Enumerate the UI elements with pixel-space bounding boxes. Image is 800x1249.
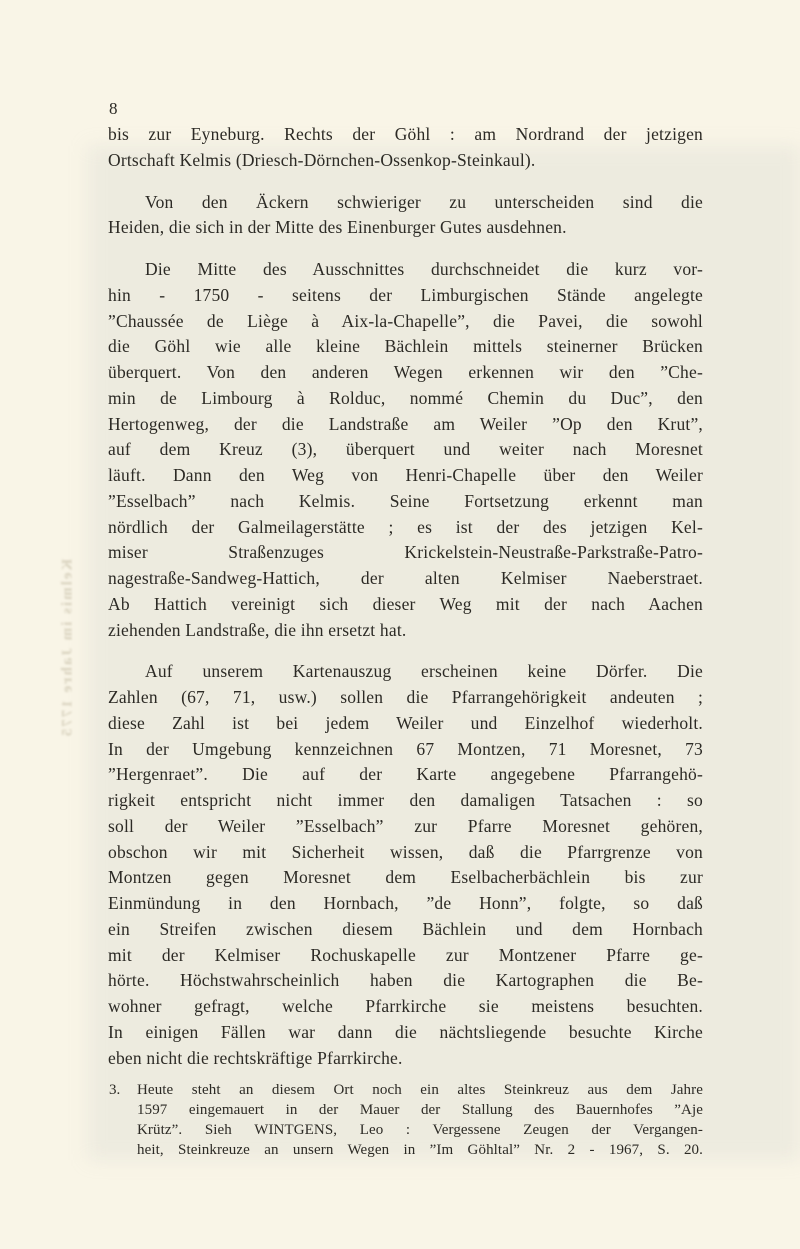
text-line: läuft. Dann den Weg von Henri-Chapelle über den Weiler [108, 465, 703, 485]
text-line: überquert. Von den anderen Wegen erkennen wir den ”Che- [108, 362, 703, 382]
footnote-line: 1597 eingemauert in der Mauer der Stallung des Bauernhofes ”Aje [137, 1102, 703, 1118]
text-line: ein Streifen zwischen diesem Bächlein und dem Hornbach [108, 918, 703, 939]
text-line: In einigen Fällen war dann die nächtsliegende besuchte Kirche [108, 1021, 703, 1042]
footnote-marker: 3. [109, 1082, 121, 1098]
text-line: soll der Weiler ”Esselbach” zur Pfarre Moresnet gehören, [108, 815, 703, 836]
footnote-text [137, 1080, 703, 1160]
text-line: nagestraße-Sandweg-Hattich, der alten Kelmiser Naeberstraet. [108, 568, 703, 588]
paragraph [108, 257, 703, 643]
text-line: ”Hergenraet”. Die auf der Karte angegebene Pfarrangehö- [108, 764, 703, 785]
text-line: ziehenden Landstraße, die ihn ersetzt hat. [108, 619, 407, 640]
text-line: diese Zahl ist bei jedem Weiler und Einzelhof wiederholt. [108, 712, 703, 733]
text-line: mit der Kelmiser Rochuskapelle zur Montzener Pfarre ge- [108, 944, 703, 965]
text-line: miser Straßenzuges Krickelstein-Neustraße-Parkstraße-Patro- [108, 542, 703, 563]
text-line: wohner gefragt, welche Pfarrkirche sie meistens besuchten. [108, 996, 703, 1016]
text-line: Von den Äckern schwieriger zu unterscheiden sind die [145, 191, 703, 212]
paragraph [108, 122, 703, 174]
text-line: Die Mitte des Ausschnittes durchschneidet die kurz vor- [145, 259, 703, 279]
paragraph [108, 190, 703, 242]
text-line: nördlich der Galmeilagerstätte ; es ist der des jetzigen Kel- [108, 516, 703, 537]
text-line: rigkeit entspricht nicht immer den damaligen Tatsachen : so [108, 790, 703, 810]
text-line: ”Esselbach” nach Kelmis. Seine Fortsetzung erkennt man [108, 490, 703, 511]
footnote [108, 1080, 703, 1160]
text-line: hörte. Höchstwahrscheinlich haben die Kartographen die Be- [108, 970, 703, 991]
paragraph [108, 659, 703, 1071]
page-number: 8 [109, 99, 118, 118]
text-line: Zahlen (67, 71, usw.) sollen die Pfarrangehörigkeit andeuten ; [108, 687, 703, 707]
text-line: auf dem Kreuz (3), überquert und weiter nach Moresnet [108, 439, 703, 460]
footnote-line: Heute steht an diesem Ort noch ein altes Steinkreuz aus dem Jahre [137, 1082, 703, 1098]
show-through-text: Kelmis im Jahre 1775 [59, 558, 76, 739]
text-line: hin - 1750 - seitens der Limburgischen Stände angelegte [108, 284, 703, 305]
footnote-line: heit, Steinkreuze an unsern Wegen in ”Im Göhltal” Nr. 2 - 1967, S. 20. [137, 1142, 703, 1158]
text-line: Auf unserem Kartenauszug erscheinen keine Dörfer. Die [145, 661, 703, 682]
text-line: obschon wir mit Sicherheit wissen, daß die Pfarrgrenze von [108, 841, 703, 862]
text-line: bis zur Eyneburg. Rechts der Göhl : am Nordrand der jetzigen [108, 124, 703, 144]
text-line: Einmündung in den Hornbach, ”de Honn”, folgte, so daß [108, 893, 703, 913]
text-line: In der Umgebung kennzeichnen 67 Montzen, 71 Moresnet, 73 [108, 738, 703, 759]
text-line: Heiden, die sich in der Mitte des Einenburger Gutes ausdehnen. [108, 217, 567, 238]
text-line: Ab Hattich vereinigt sich dieser Weg mit der nach Aachen [108, 593, 703, 614]
text-line: die Göhl wie alle kleine Bächlein mittels steinerner Brücken [108, 336, 703, 357]
text-line: Ortschaft Kelmis (Driesch-Dörnchen-Ossenkop-Steinkaul). [108, 149, 536, 170]
body-text [108, 122, 703, 1087]
text-line: ”Chaussée de Liège à Aix-la-Chapelle”, die Pavei, die sowohl [108, 310, 703, 331]
footnote-line: Krütz”. Sieh WINTGENS, Leo : Vergessene Zeugen der Vergangen- [137, 1122, 703, 1138]
text-line: min de Limbourg à Rolduc, nommé Chemin du Duc”, den [108, 387, 703, 408]
text-line: Hertogenweg, der die Landstraße am Weiler ”Op den Krut”, [108, 413, 703, 434]
text-line: Montzen gegen Moresnet dem Eselbacherbächlein bis zur [108, 867, 703, 888]
text-line: eben nicht die rechtskräftige Pfarrkirche. [108, 1047, 403, 1068]
